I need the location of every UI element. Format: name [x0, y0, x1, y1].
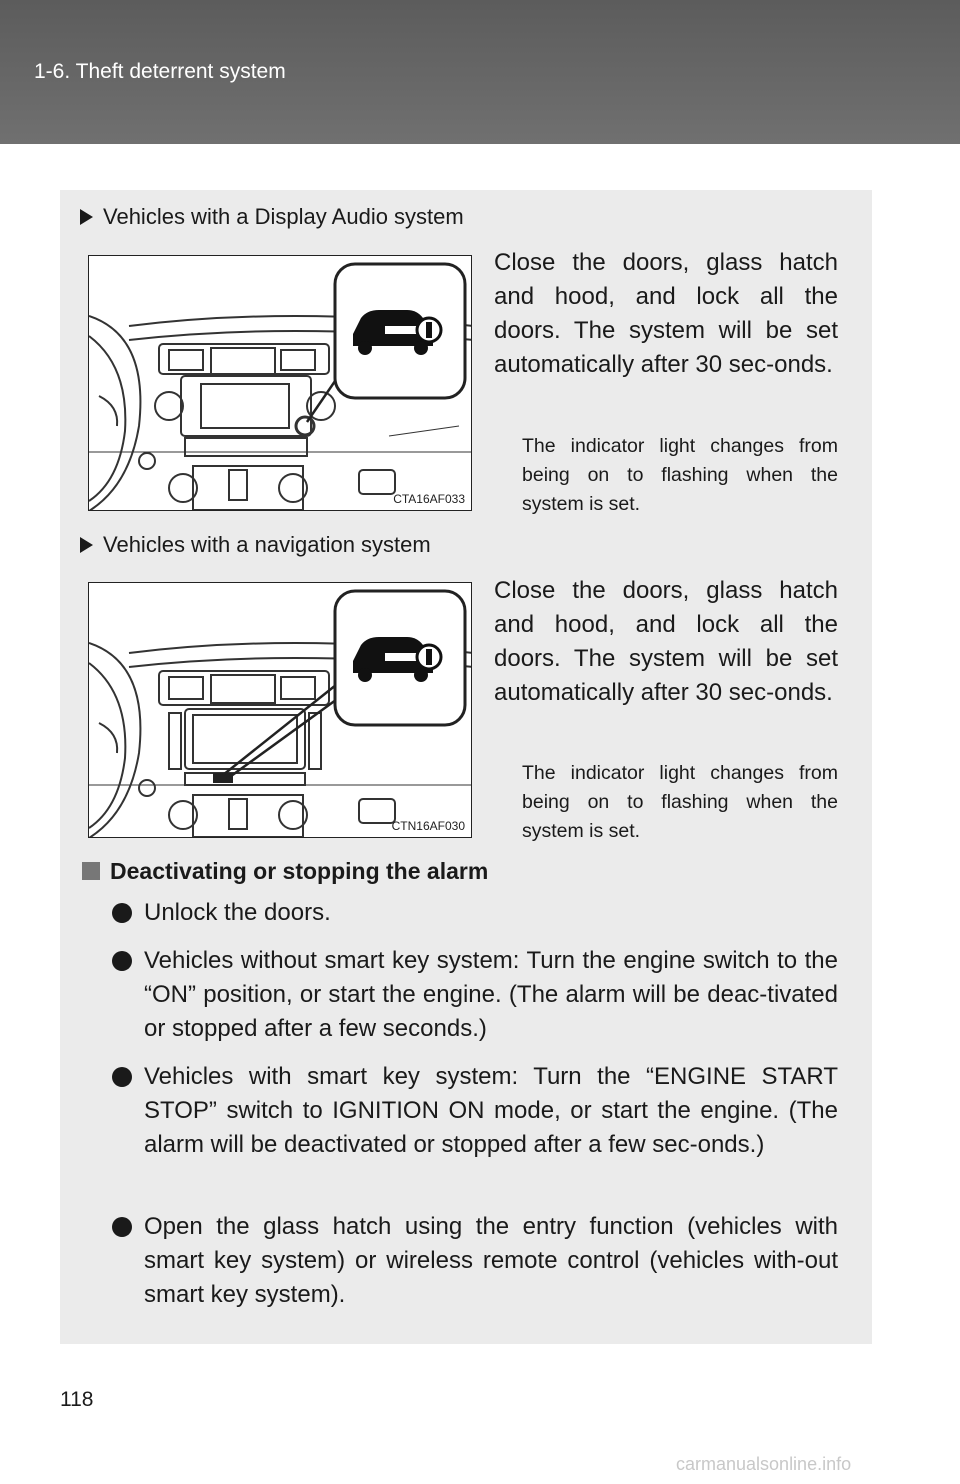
watermark: carmanualsonline.info [676, 1454, 852, 1474]
list-item: Vehicles with smart key system: Turn the “ENGINE START STOP” switch to IGNITION ON mode, or start the engine. (The alarm will be deactivated or stopped after a few sec-onds.) [112, 1060, 838, 1162]
page-number: 118 [60, 1388, 94, 1411]
deactivate-heading: Deactivating or stopping the alarm [82, 858, 488, 885]
bullet-icon [112, 1217, 132, 1237]
figure-code: CTN16AF030 [391, 819, 465, 833]
triangle-bullet-icon [80, 209, 93, 225]
dashboard-display-audio-drawing [89, 256, 472, 511]
figure-code: CTA16AF033 [393, 492, 465, 506]
dashboard-navigation-drawing [89, 583, 472, 838]
navigation-note: The indicator light changes from being on to flashing when the system is set. [522, 762, 838, 842]
page-header [0, 0, 960, 144]
display-audio-heading: Vehicles with a Display Audio system [80, 204, 464, 230]
bullet-icon [112, 951, 132, 971]
navigation-instruction: Close the doors, glass hatch and hood, and lock all the doors. The system will be set automatically after 30 sec-onds. [494, 577, 838, 706]
display-audio-instruction: Close the doors, glass hatch and hood, and lock all the doors. The system will be set automatically after 30 sec-onds. [494, 249, 838, 378]
display-audio-illustration [88, 255, 472, 511]
navigation-illustration [88, 582, 472, 838]
triangle-bullet-icon [80, 537, 93, 553]
bullet-icon [112, 1067, 132, 1087]
list-item: Vehicles without smart key system: Turn the engine switch to the “ON” position, or start the engine. (The alarm will be deac-tivated or stopped after a few seconds.) [112, 944, 838, 1046]
display-audio-note: The indicator light changes from being on to flashing when the system is set. [522, 435, 838, 515]
square-heading-icon [82, 862, 100, 880]
section-title: 1-6. Theft deterrent system [34, 60, 286, 83]
list-item: Unlock the doors. [112, 896, 838, 930]
bullet-icon [112, 903, 132, 923]
list-item: Open the glass hatch using the entry function (vehicles with smart key system) or wireless remote control (vehicles with-out smart key system). [112, 1210, 838, 1312]
navigation-heading: Vehicles with a navigation system [80, 532, 431, 558]
